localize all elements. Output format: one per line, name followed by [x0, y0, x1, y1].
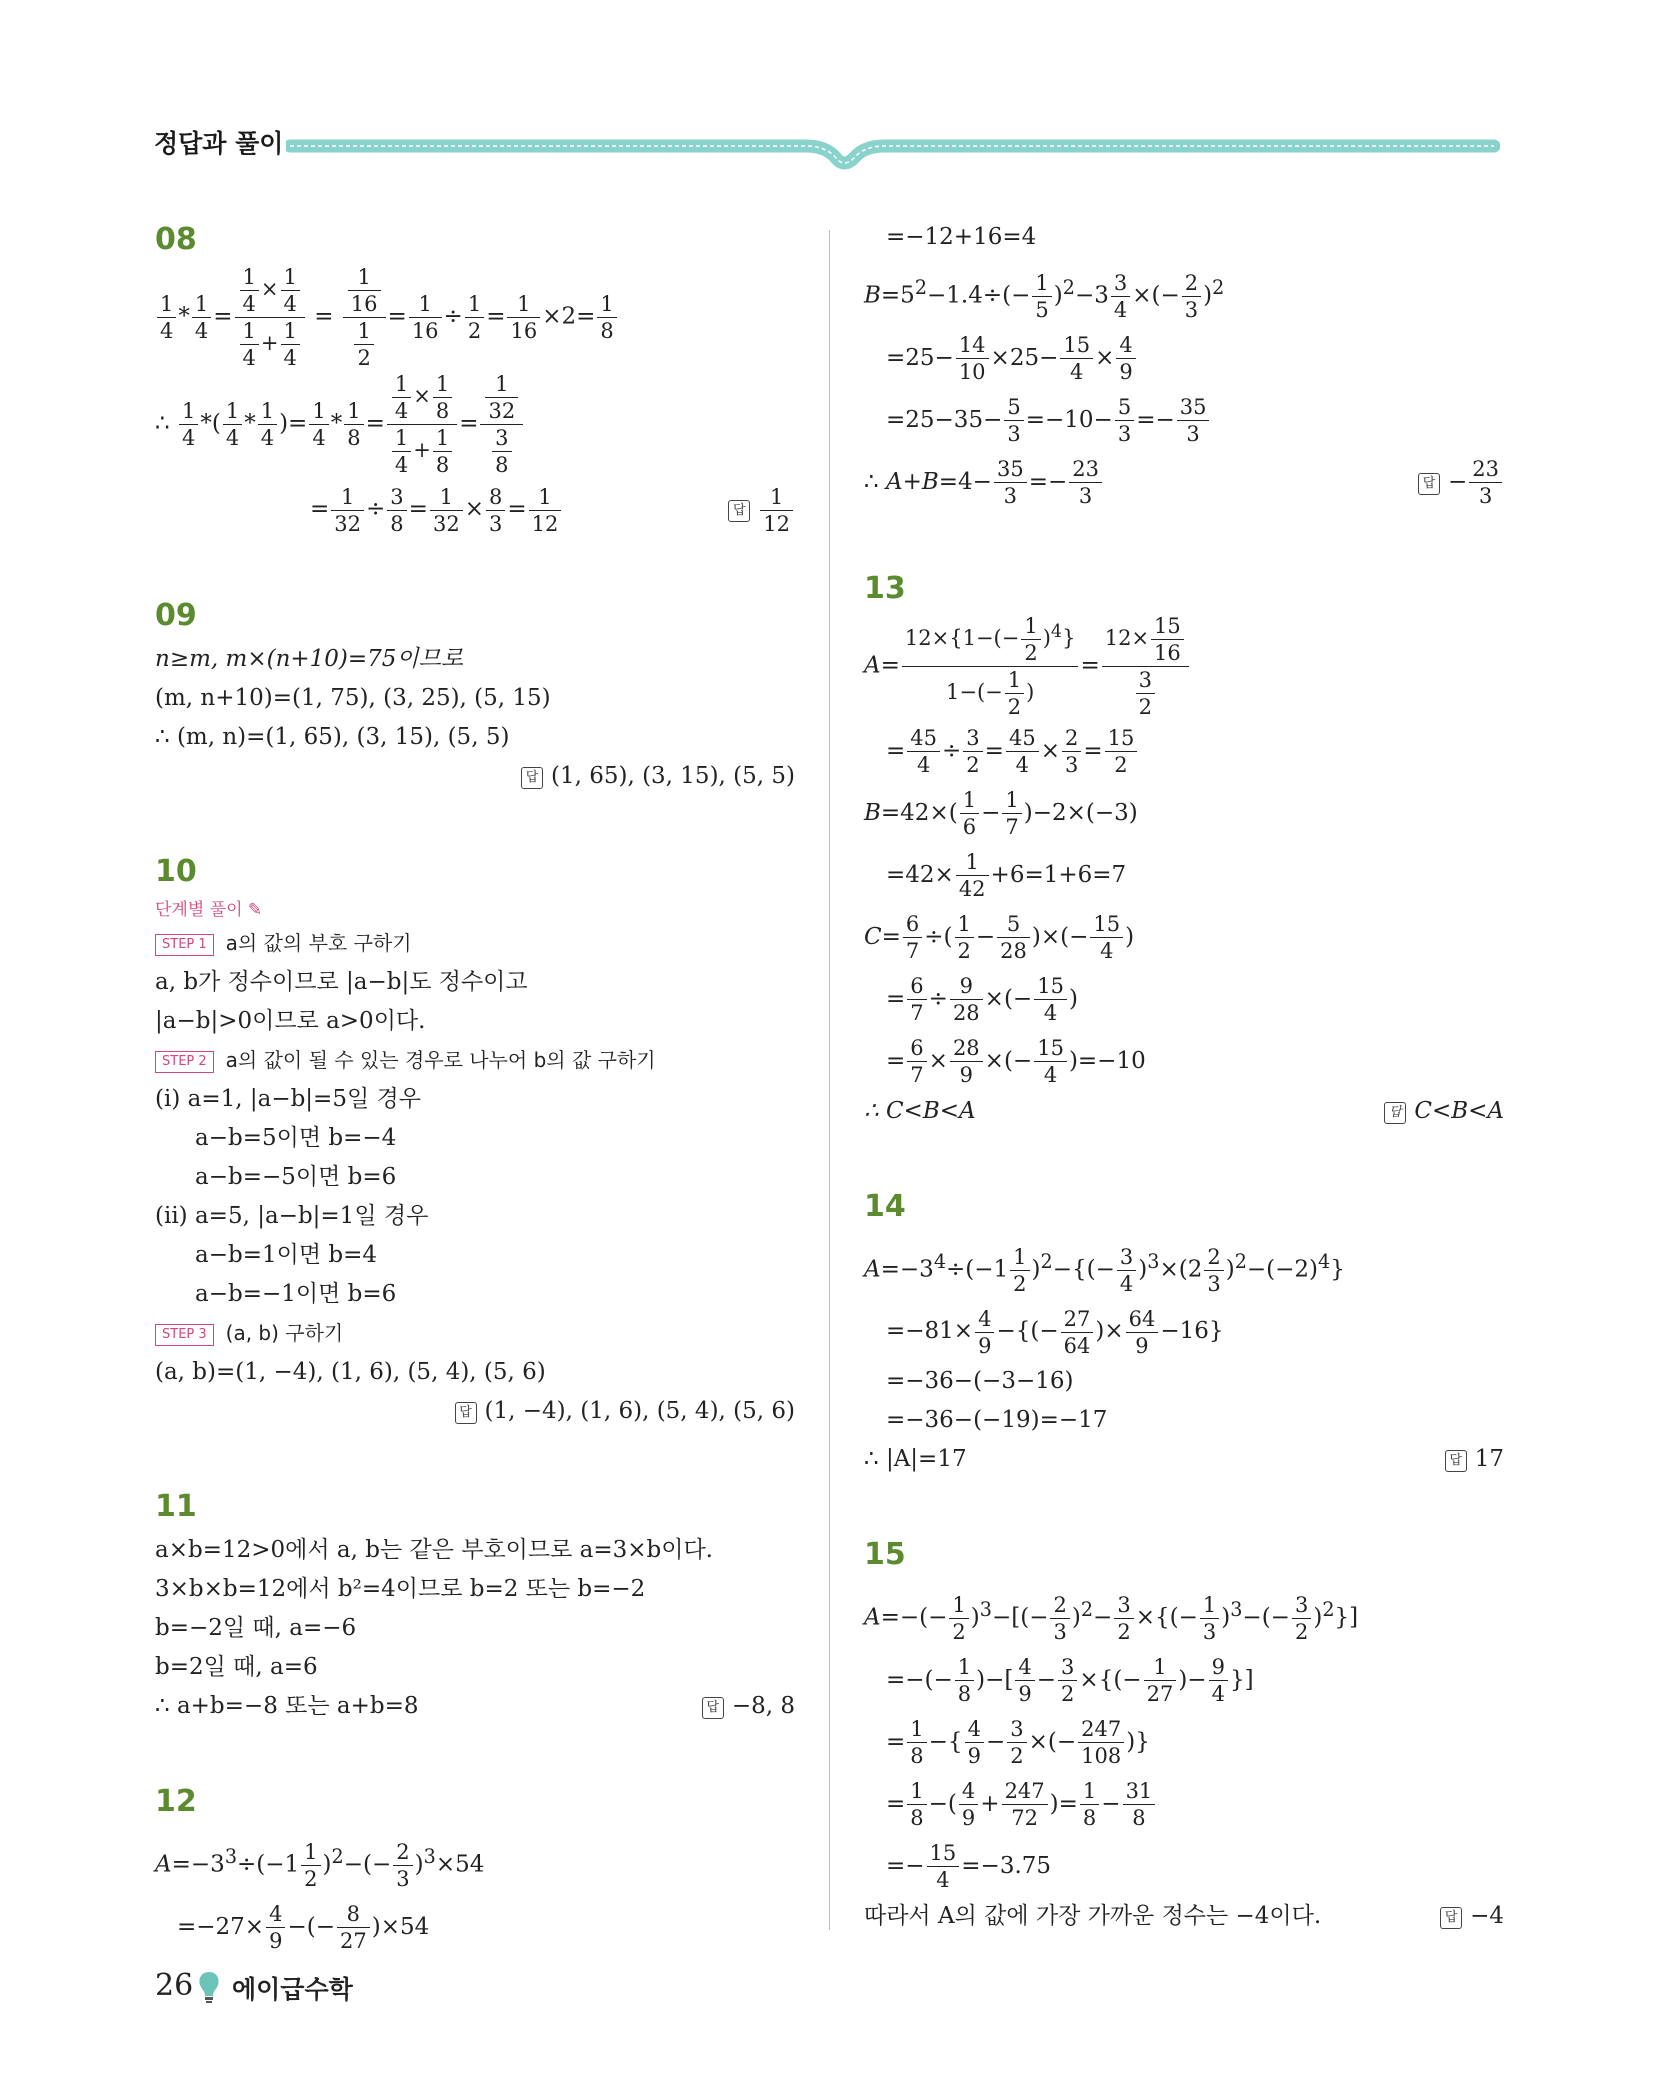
left-column: [155, 220, 795, 1958]
math-line: =−(− $\frac{1}{8}$ )−[ $\frac{4}{9}$ − $\frac{3}{2}$ ×{(− $\frac{1}{27}$ )− $\frac{9}{4}$ }]: [886, 1655, 1254, 1707]
answer-value: (1, −4), (1, 6), (5, 4), (5, 6): [484, 1398, 795, 1424]
math-line: B=42×( $\frac{1}{6}$ − $\frac{1}{7}$ )−2×(−3): [864, 788, 1138, 840]
text-line: |a−b|>0이므로 a>0이다.: [155, 1008, 426, 1034]
math-line: = $\frac{1}{8}$ −( $\frac{4}{9}$ + $\frac{247}{72}$ )= $\frac{1}{8}$ − $\frac{31}{8}$: [864, 1773, 1504, 1835]
answer: 답 C<B<A: [1384, 1092, 1504, 1131]
problem-15: [864, 1535, 1504, 1936]
problem-number: 11: [155, 1489, 197, 1524]
problem-number: 09: [155, 598, 197, 633]
answer-icon: 답: [728, 500, 750, 522]
problem-number: 15: [864, 1537, 906, 1573]
step-2: STEP 2 a의 값이 될 수 있는 경우로 나누어 b의 값 구하기: [155, 1041, 795, 1080]
problem-13: [864, 569, 1504, 1131]
text-line: =−36−(−3−16): [886, 1368, 1074, 1395]
answer: 답 $\frac{1}{12}$: [728, 478, 795, 540]
page-header-title: 정답과 풀이: [154, 129, 284, 158]
header-decoration: [286, 125, 1500, 175]
text-line: (ⅰ) a=1, |a−b|=5일 경우: [155, 1086, 421, 1112]
text-line: a×b=12>0에서 a, b는 같은 부호이므로 a=3×b이다.: [155, 1537, 713, 1563]
text-line: ∴ |A|=17 답 17: [864, 1440, 1504, 1479]
math-line: =25−35− $\frac{5}{3}$ =−10− $\frac{5}{3}$ =− $\frac{35}{3}$: [864, 389, 1504, 451]
text-line: =−12+16=4: [886, 224, 1037, 250]
answer: 답 −8, 8: [702, 1687, 795, 1726]
text-line: a, b가 정수이므로 |a−b|도 정수이고: [155, 969, 528, 995]
answer: 답 17: [1445, 1440, 1504, 1479]
text-line: b=2일 때, a=6: [155, 1654, 318, 1680]
answer-icon: 답: [1384, 1102, 1406, 1124]
text-line: (m, n+10)=(1, 75), (3, 25), (5, 15): [155, 685, 551, 711]
lightbulb-icon: [195, 1970, 223, 2004]
math-line: $A=-3^4\div(-1$ $\frac{1}{2}$ )$^2$−{(− $\frac{3}{4}$ )$^3$×(2 $\frac{2}{3}$ )$^2-(-2)^4$}: [864, 1244, 1345, 1296]
math-line: = $\frac{6}{7}$ × $\frac{28}{9}$ ×(− $\frac{15}{4}$ )=−10: [886, 1036, 1146, 1088]
text-line: 3×b×b=12에서 b²=4이므로 b=2 또는 b=−2: [155, 1576, 646, 1602]
text-line: a−b=−5이면 b=6: [195, 1164, 397, 1190]
answer-icon: 답: [1440, 1907, 1462, 1929]
step-by-step-label: 단계별 풀이 ✎: [155, 900, 263, 920]
problem-12: [155, 1782, 795, 1958]
text-line: n≥m, m×(n+10)=75이므로: [155, 646, 464, 672]
problem-number: 10: [155, 854, 197, 889]
math-line: A= 12×{1−(− $\frac{1}{2}$ )$^4$} 1−(− $\frac{1}{2}$ ) = 12× $\frac{15}{16}$ $\frac{3}{2}$: [864, 613, 1504, 720]
text-line: ∴ (m, n)=(1, 65), (3, 15), (5, 5): [155, 724, 510, 750]
problem-12-continued: [864, 218, 1504, 513]
answer-value: (1, 65), (3, 15), (5, 5): [550, 763, 795, 789]
text-line: (ⅱ) a=5, |a−b|=1일 경우: [155, 1203, 429, 1229]
pencil-icon: ✎: [247, 900, 263, 920]
text-line: =−36−(−19)=−17: [886, 1407, 1108, 1434]
answer: [155, 1392, 795, 1431]
text-line: (a, b)=(1, −4), (1, 6), (5, 4), (5, 6): [155, 1359, 546, 1385]
math-line: $B=5^2-1.4\div(-$ $\frac{1}{5}$ )$^2$−3 $\frac{3}{4}$ ×(− $\frac{2}{3}$ )$^2$: [864, 271, 1225, 323]
math-line: ∴ $\frac{1}{4}$ *( $\frac{1}{4}$ * $\frac{1}{4}$ )= $\frac{1}{4}$ * $\frac{1}{8}$ = $\frac{1}{4}$ × $\frac{1}{8}$ $\frac{1}{4}$ + $\frac{1}{8}$ = $\frac{\frac{1}{32}}{\frac{3}{8}}$: [155, 371, 795, 478]
problem-11: [155, 1487, 795, 1726]
math-line: = $\frac{1}{8}$ −{ $\frac{4}{9}$ − $\frac{3}{2}$ ×(− $\frac{247}{108}$ )}: [886, 1717, 1150, 1769]
answer-icon: 답: [1445, 1450, 1467, 1472]
math-line: $A=-3^3\div(-1$ $\frac{1}{2}$ )$^2$−(− $\frac{2}{3}$ )$^3$×54: [155, 1840, 485, 1892]
math-line: = $\frac{45}{4}$ ÷ $\frac{3}{2}$ = $\frac{45}{4}$ × $\frac{2}{3}$ = $\frac{15}{2}$: [864, 720, 1504, 782]
math-line: ∴ A+B=4− $\frac{35}{3}$ =− $\frac{23}{3}$ 답 − $\frac{23}{3}$: [864, 451, 1504, 513]
right-column: [864, 218, 1504, 1936]
text-line: ∴ C<B<A 답 C<B<A: [864, 1092, 1504, 1131]
text-line: a−b=5이면 b=−4: [195, 1125, 397, 1151]
answer: 답 −4: [1440, 1897, 1504, 1936]
math-line: = $\frac{1}{32}$ ÷ $\frac{3}{8}$ = $\frac{1}{32}$ × $\frac{8}{3}$ = $\frac{1}{12}$ 답 $\frac{1}{12}$: [155, 478, 795, 540]
problem-number: 14: [864, 1188, 906, 1224]
problem-number: 13: [864, 570, 906, 606]
answer-icon: 답: [521, 767, 543, 789]
column-divider: [829, 230, 830, 1930]
math-line: =−27× $\frac{4}{9}$ −(− $\frac{8}{27}$ )×54: [177, 1902, 430, 1954]
math-line: =25− $\frac{14}{10}$ ×25− $\frac{15}{4}$ × $\frac{4}{9}$: [864, 327, 1504, 389]
step-1: STEP 1 a의 값의 부호 구하기: [155, 924, 795, 963]
math-line: C= $\frac{6}{7}$ ÷( $\frac{1}{2}$ − $\frac{5}{28}$ )×(− $\frac{15}{4}$ ): [864, 912, 1135, 964]
brand-logo: 에이급수학: [232, 1975, 353, 2004]
text-line: a−b=−1이면 b=6: [195, 1281, 397, 1307]
text-line: ∴ a+b=−8 또는 a+b=8 답 −8, 8: [155, 1687, 795, 1726]
text-line: b=−2일 때, a=−6: [155, 1615, 357, 1641]
math-line: A=−(− $\frac{1}{2}$ )$^3$−[(− $\frac{2}{3}$ )$^2$− $\frac{3}{2}$ ×{(− $\frac{1}{3}$ )$^3$−(− $\frac{3}{2}$ )$^2$}]: [864, 1593, 1359, 1645]
text-line: a−b=1이면 b=4: [195, 1242, 377, 1268]
problem-number: 12: [155, 1784, 197, 1819]
step-badge: STEP 3: [155, 1324, 214, 1346]
answer-icon: 답: [702, 1697, 724, 1719]
answer: 답 − $\frac{23}{3}$: [1418, 451, 1504, 513]
step-badge: STEP 2: [155, 1051, 214, 1073]
step-badge: STEP 1: [155, 934, 214, 956]
answer: [155, 757, 795, 796]
math-line: $\frac{1}{4}$ * $\frac{1}{4}$ = $\frac{1}{4}$ × $\frac{1}{4}$ $\frac{1}{4}$ + $\frac{1}{4}$ = $\frac{\frac{1}{16}}{\frac{1}{2}}$ = $\frac{1}{16}$ ÷ $\frac{1}{2}$ = $\frac{1}{16}$ ×2= $\frac{1}{8}$: [155, 264, 795, 371]
answer-icon: 답: [455, 1402, 477, 1424]
answer-icon: 답: [1418, 473, 1440, 495]
text-line: 따라서 A의 값에 가장 가까운 정수는 −4이다. 답 −4: [864, 1897, 1504, 1936]
page-number: 26: [155, 1968, 194, 2003]
problem-number: 08: [155, 222, 197, 257]
math-line: =−81× $\frac{4}{9}$ −{(− $\frac{27}{64}$ )× $\frac{64}{9}$ −16}: [886, 1306, 1224, 1358]
math-line: =− $\frac{15}{4}$ =−3.75: [886, 1841, 1052, 1893]
math-line: =42× $\frac{1}{42}$ +6=1+6=7: [886, 850, 1127, 902]
step-3: STEP 3 (a, b) 구하기: [155, 1314, 795, 1353]
problem-08: [155, 220, 795, 540]
problem-09: [155, 596, 795, 796]
math-line: = $\frac{6}{7}$ ÷ $\frac{9}{28}$ ×(− $\frac{15}{4}$ ): [886, 974, 1078, 1026]
problem-10: [155, 852, 795, 1431]
problem-14: [864, 1187, 1504, 1480]
